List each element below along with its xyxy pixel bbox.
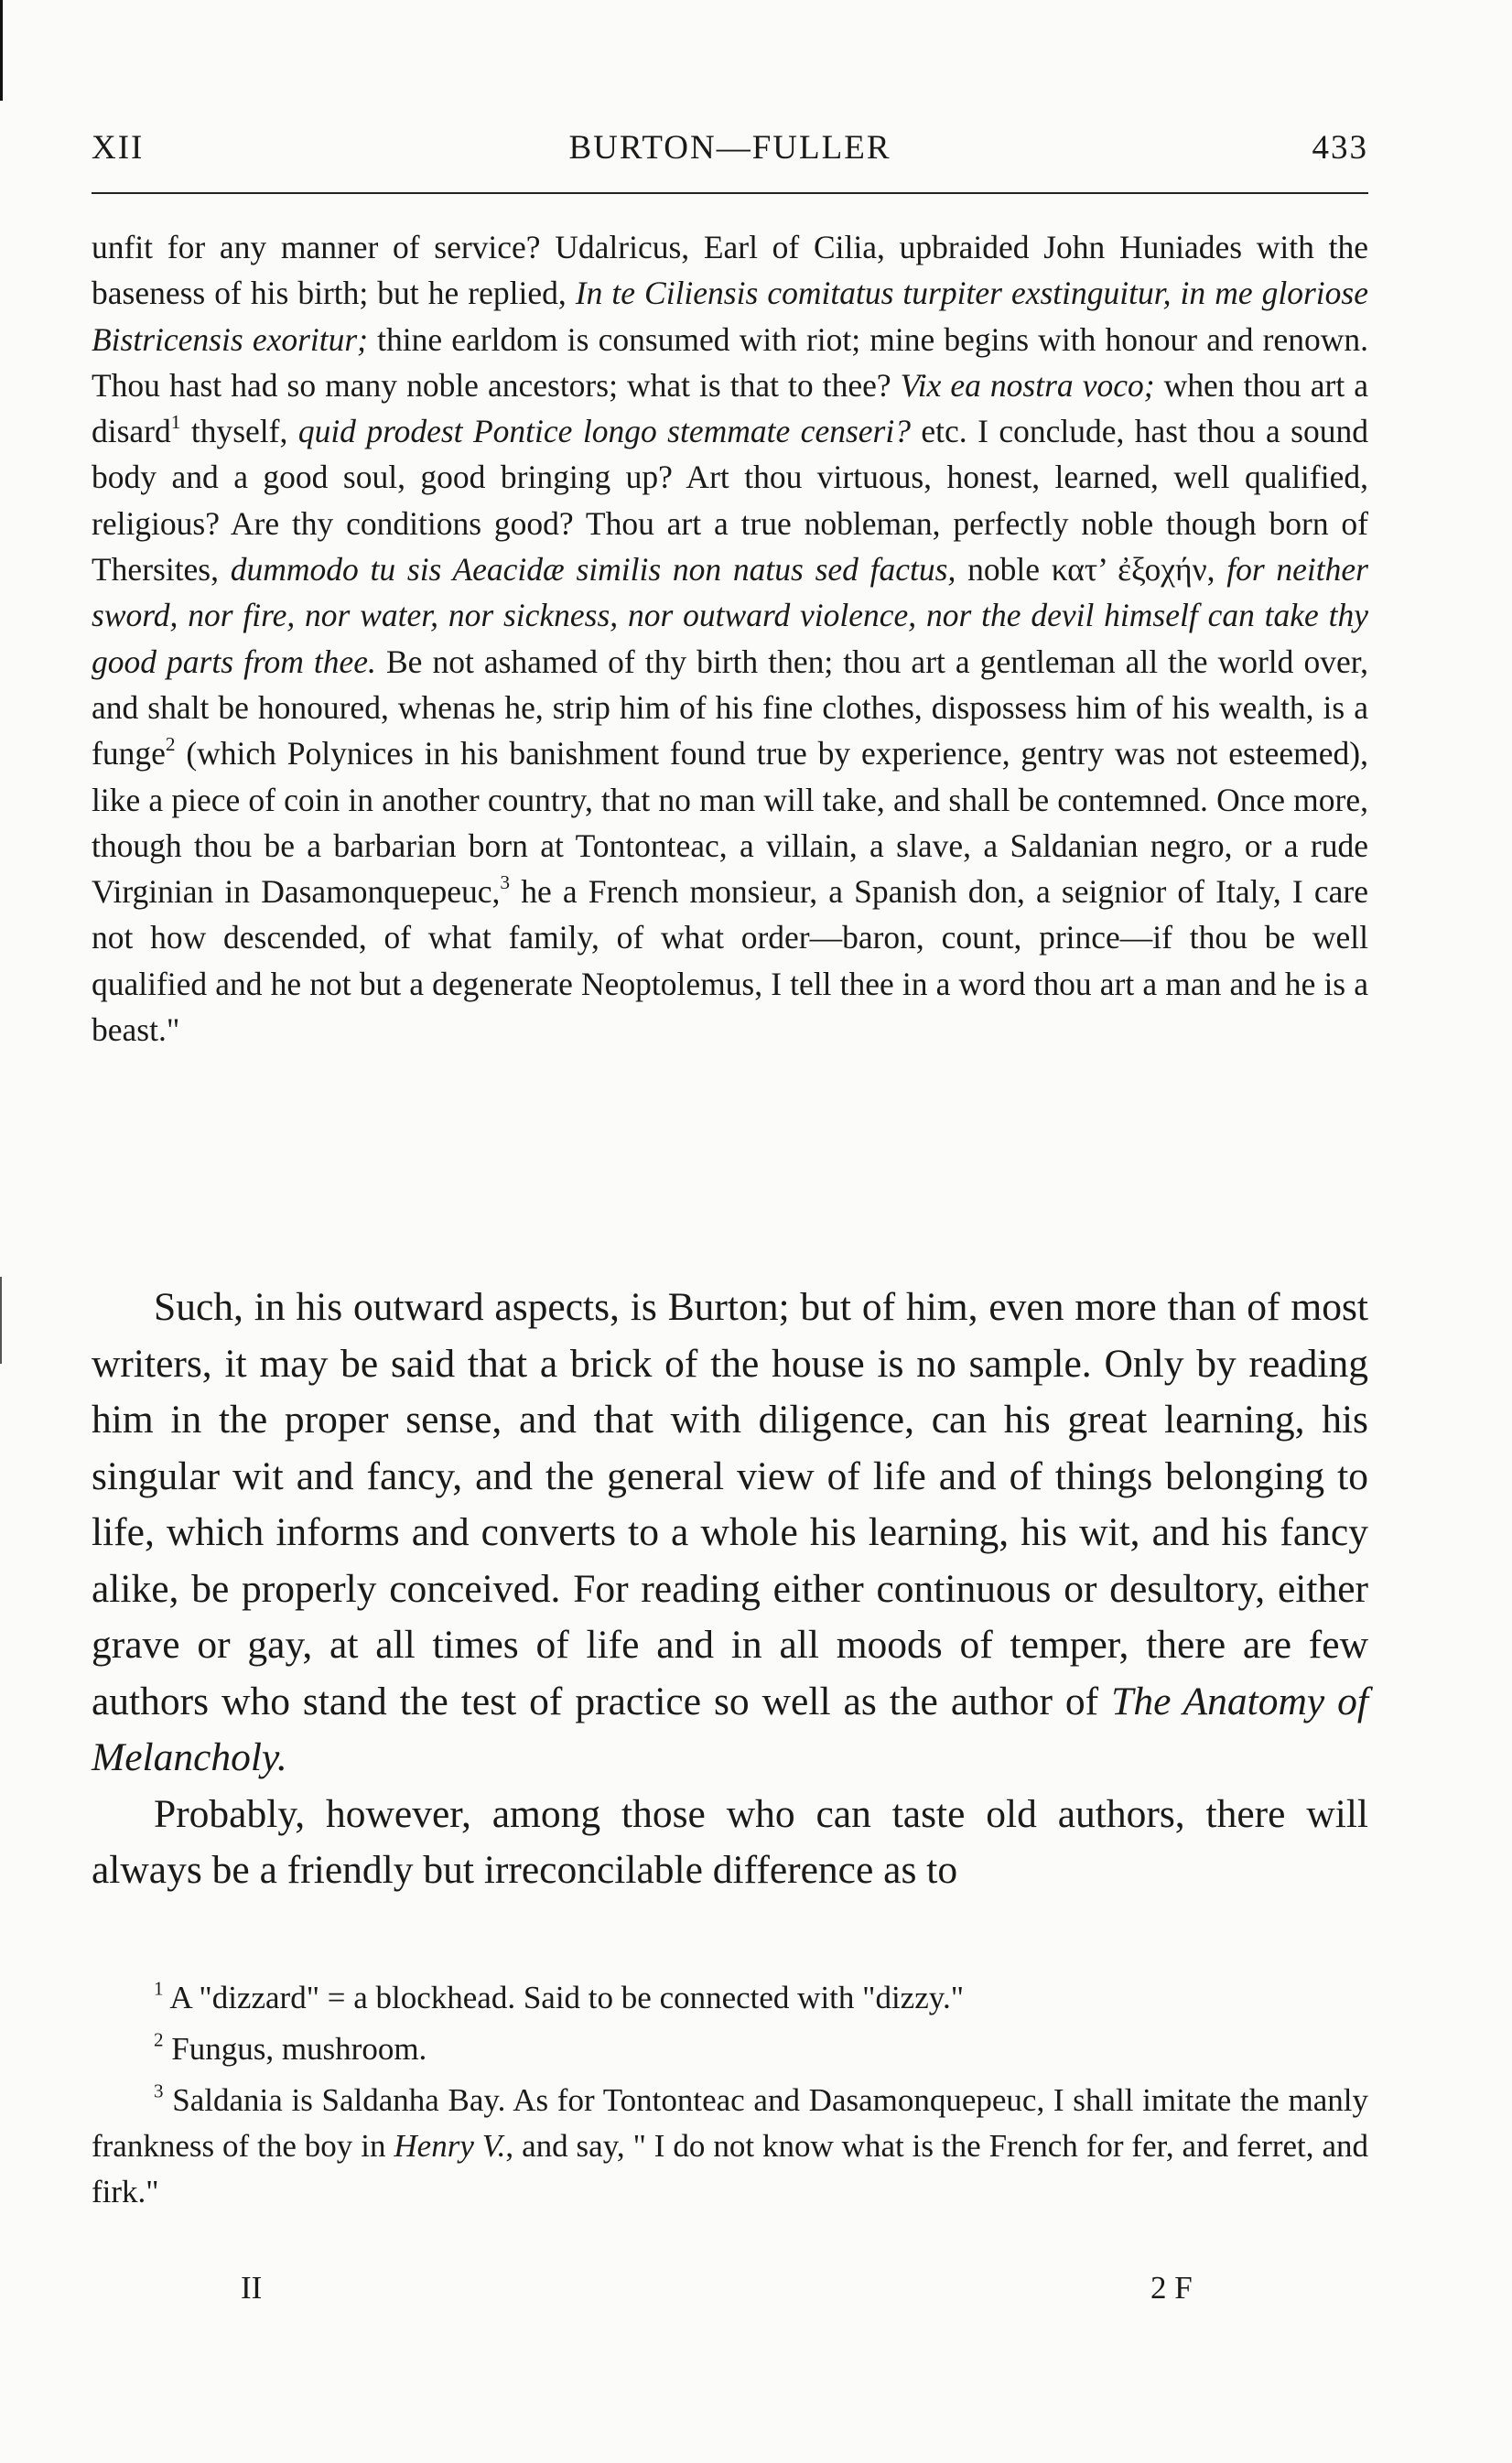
margin-scan-mark	[0, 0, 3, 101]
quotation-block	[92, 224, 1368, 1053]
quote-latin: dummodo tu sis Aeacidæ similis non natus sed factus,	[230, 551, 956, 589]
header-rule	[92, 192, 1368, 194]
footnote-ref-3[interactable]: 3	[500, 871, 511, 894]
page-number: 433	[1312, 129, 1368, 167]
volume-mark: II	[241, 2270, 263, 2306]
main-text	[92, 1280, 1368, 1899]
quote-latin: Vix ea nostra voco;	[900, 366, 1155, 404]
chapter-number: XII	[92, 129, 145, 167]
paragraph	[92, 1280, 1368, 1787]
margin-scan-mark-lower	[0, 1277, 2, 1364]
footnote-text: , and say, " I do not know what is the French for fer, and ferret, and firk."	[92, 2128, 1368, 2209]
running-title: BURTON—FULLER	[568, 129, 891, 167]
quote-text: (which Polynices in his banishment found true by experience, gentry was not esteemed), like a piece of coin in another country, that no man will take, and shall be contemned. Once more, though thou be a barbarian born at Tontonteac, a villain, a slave, a Saldanian negro, or a rude Virginian in Dasamonquepeuc,	[92, 735, 1368, 911]
paragraph-text: Probably, however, among those who can taste old authors, there will always be a friendly but irreconcilable difference as to	[92, 1791, 1368, 1892]
sheet-signature: 2 F	[1150, 2270, 1193, 2306]
running-header	[92, 128, 1368, 183]
footnote-text: Fungus, mushroom.	[171, 2031, 427, 2067]
footnote-ref-1[interactable]: 1	[170, 411, 181, 434]
footnote-number: 1	[154, 1977, 164, 2000]
signature-line	[92, 2270, 1368, 2316]
quote-text: etc. I conclude, hast thou a sound body and a good soul, good bringing up? Art thou virtuous, honest, learned, well qualified, religious? Are thy conditions good? Thou art a true nobleman, perfectly noble though born of Thersites,	[92, 413, 1368, 589]
footnote-ref-2[interactable]: 2	[165, 733, 176, 756]
footnotes	[92, 1975, 1368, 2215]
quote-text: when thou art a disard	[92, 366, 1368, 450]
footnote-2	[92, 2026, 1368, 2072]
footnote-number: 3	[154, 2080, 164, 2102]
quote-text: he a French monsieur, a Spanish don, a seignior of Italy, I care not how descended, of what family, of what order—baron, count, prince—if thou be well qualified and he not but a degenerate Neoptolemus, I tell thee in a word thou art a man and he is a beast."	[92, 873, 1368, 1049]
paragraph-text: Such, in his outward aspects, is Burton; but of him, even more than of most writers, it may be said that a brick of the house is no sample. Only by reading him in the proper sense, and that with diligence, can his great learning, his singular wit and fancy, and the general view of life and of things belonging to life, which informs and converts to a whole his learning, his wit, and his fancy alike, be properly conceived. For reading either continuous or desultory, either grave or gay, at all times of life and in all moods of temper, there are few authors who stand the test of practice so well as the author of	[92, 1285, 1368, 1723]
footnote-3	[92, 2078, 1368, 2215]
paragraph	[92, 1787, 1368, 1899]
footnote-text: A "dizzard" = a blockhead. Said to be connected with "dizzy."	[169, 1980, 964, 2015]
book-title: The Anatomy of Melancholy.	[92, 1679, 1368, 1779]
footnote-number: 2	[154, 2028, 164, 2051]
quote-text: thine earldom is consumed with riot; mine begins with honour and renown. Thou hast had so many noble ancestors; what is that to thee?	[92, 320, 1368, 404]
quote-text: unfit for any manner of service? Udalricus, Earl of Cilia, upbraided John Huniades with the baseness of his birth; but he replied,	[92, 229, 1368, 312]
quote-text: thyself,	[180, 413, 298, 450]
quote-latin: quid prodest Pontice longo stemmate censeri?	[297, 413, 911, 450]
quote-latin: In te Ciliensis comitatus turpiter exstinguitur, in me gloriose Bistricensis exoritur;	[92, 275, 1368, 358]
footnote-title: Henry V.	[394, 2128, 506, 2164]
footnote-text: Saldania is Saldanha Bay. As for Tontonteac and Dasamonquepeuc, I shall imitate the manly frankness of the boy in	[92, 2082, 1369, 2164]
quote-text: Be not ashamed of thy birth then; thou art a gentleman all the world over, and shalt be honoured, whenas he, strip him of his fine clothes, dispossess him of his wealth, is a funge	[92, 643, 1368, 772]
quote-italic: for neither sword, nor fire, nor water, nor sickness, nor outward violence, nor the devil himself can take thy good parts from thee.	[92, 551, 1368, 680]
quote-text: noble κατ’ ἐξοχήν,	[956, 551, 1227, 589]
footnote-1	[92, 1975, 1368, 2021]
